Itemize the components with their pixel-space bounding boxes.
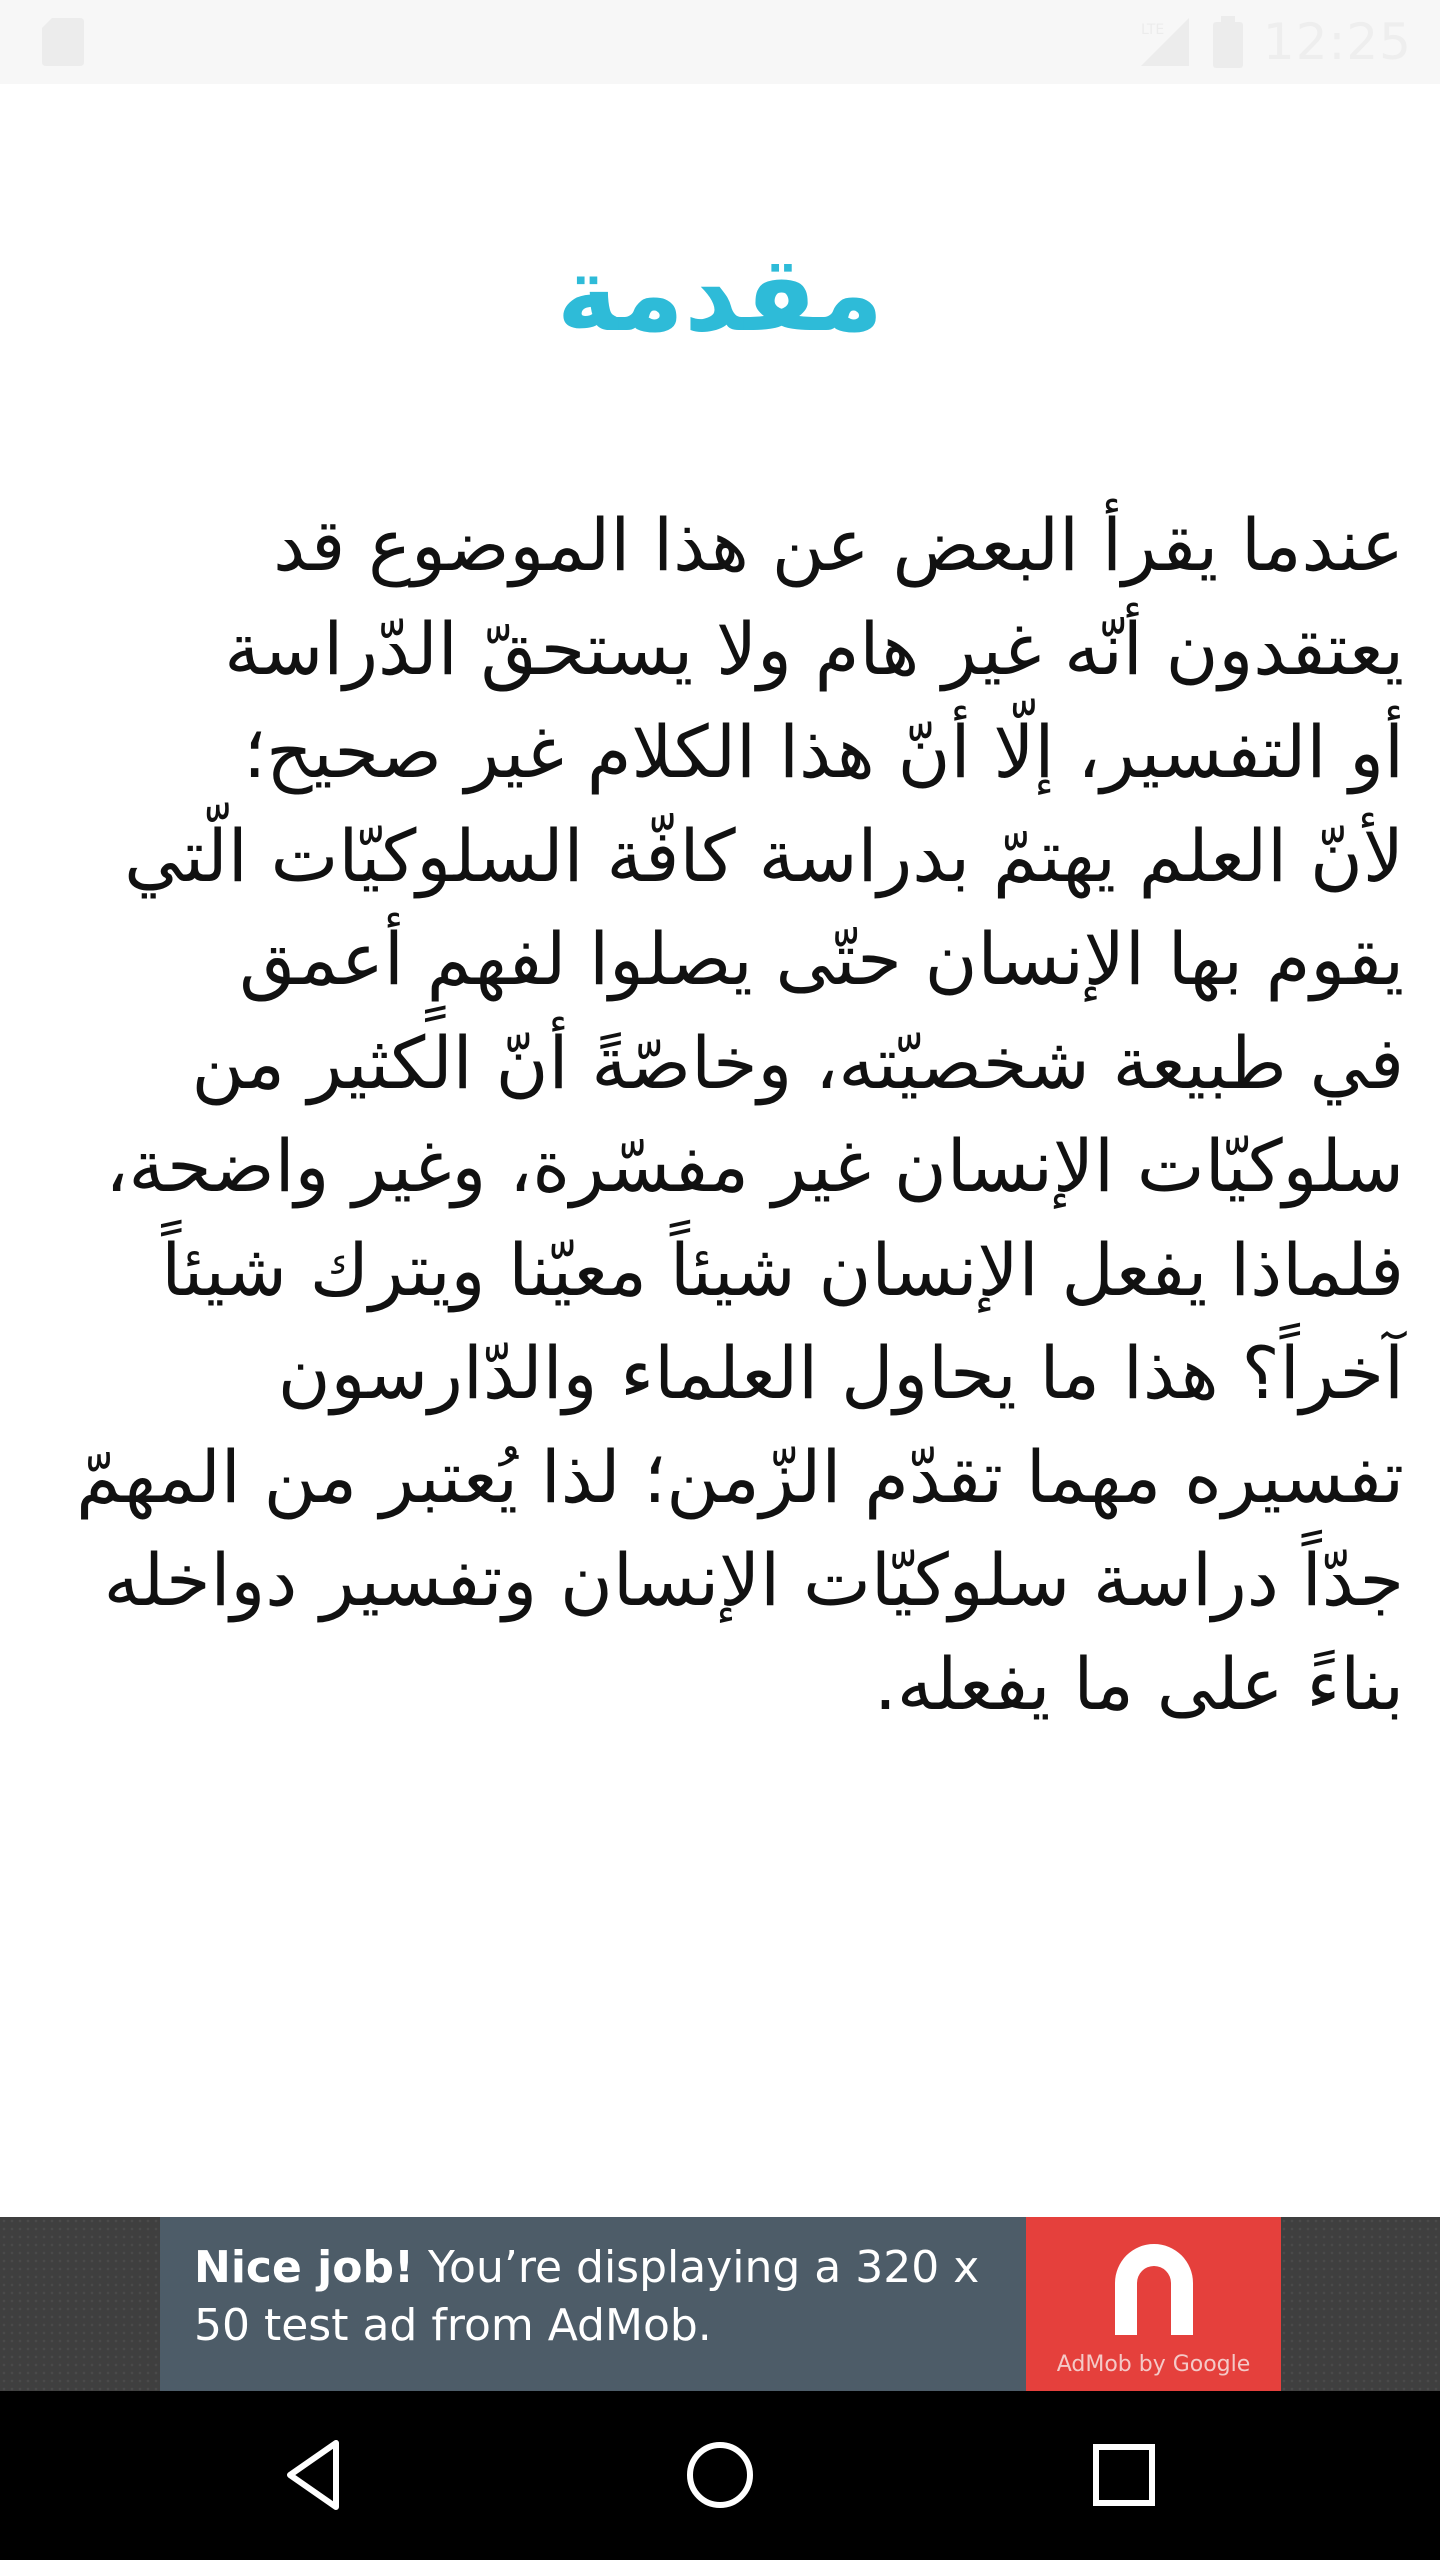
article-line: فلماذا يفعل الإنسان شيئاً معيّنا ويترك شيئاً (161, 1227, 1404, 1312)
admob-logo-icon (1099, 2235, 1209, 2345)
recents-icon[interactable] (1082, 2433, 1166, 2517)
sd-card-icon (42, 18, 84, 66)
article-content (0, 84, 1440, 2217)
article-line: سلوكيّات الإنسان غير مفسّرة، وغير واضحة، (105, 1124, 1404, 1208)
article-line: عندما يقرأ البعض عن هذا الموضوع قد (273, 503, 1404, 587)
article-line: يعتقدون أنّه غير هام ولا يستحقّ الدّراسة (224, 606, 1404, 691)
article-line: يقوم بها الإنسان حتّى يصلوا لفهمٍ أعمق (239, 917, 1404, 1001)
article-line: بناءً على ما يفعله. (873, 1641, 1404, 1726)
back-icon[interactable] (276, 2433, 360, 2517)
svg-text:LTE: LTE (1140, 22, 1165, 38)
ad-logo-caption: AdMob by Google (1056, 2352, 1251, 2377)
ad-headline: Nice job! (194, 2242, 415, 2293)
status-time: 12:25 (1262, 13, 1412, 71)
ad-container (0, 2217, 1440, 2391)
article-body (40, 494, 1404, 1736)
status-bar (0, 0, 1440, 84)
ad-logo-panel[interactable] (1026, 2217, 1281, 2391)
ad-message: You’re displaying a 320 x 50 test ad from AdMob. (194, 2242, 980, 2351)
admob-test-ad[interactable] (160, 2217, 1281, 2391)
home-icon[interactable] (678, 2433, 762, 2517)
article-line: جدّاً دراسة سلوكيّات الإنسان وتفسير دواخله (103, 1538, 1404, 1622)
article-line: لأنّ العلم يهتمّ بدراسة كافّة السلوكيّات الّتي (124, 813, 1404, 898)
article-line: تفسيره مهما تقدّم الزّمن؛ لذا يُعتبر من المهمّ (76, 1434, 1404, 1519)
article-line: آخراً؟ هذا ما يحاول العلماء والدّارسون (277, 1331, 1404, 1415)
status-icons (1137, 10, 1412, 74)
page-title: مقدمة (556, 233, 884, 355)
signal-icon (1137, 14, 1193, 70)
article-line: في طبيعة شخصيّته، وخاصّةً أنّ الكثير من (191, 1020, 1404, 1105)
article-line: أو التفسير، إلّا أنّ هذا الكلام غير صحيح؛ (243, 710, 1404, 794)
battery-icon (1211, 14, 1245, 70)
navigation-bar (0, 2391, 1440, 2560)
ad-text[interactable] (160, 2217, 1026, 2391)
